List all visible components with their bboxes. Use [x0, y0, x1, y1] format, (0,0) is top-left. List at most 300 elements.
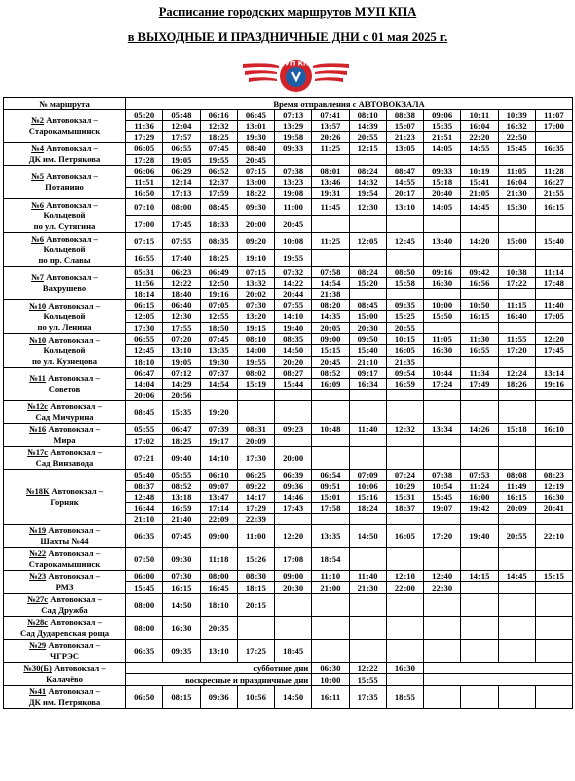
route-number: №18К [25, 486, 50, 497]
departure-time: 19:07 [424, 502, 461, 513]
departure-time: 19:30 [237, 132, 274, 143]
departure-time: 14:10 [275, 311, 312, 322]
departure-time [386, 216, 423, 233]
departure-time: 13:00 [237, 177, 274, 188]
route-number: №23 [28, 571, 47, 582]
route-origin: Автовокзал – [44, 233, 98, 244]
departure-time: 15:19 [237, 378, 274, 389]
departure-time: 20:17 [386, 188, 423, 199]
route-destination: Кольцевой [43, 345, 86, 356]
departure-time: 20:35 [200, 616, 237, 639]
departure-time [424, 547, 461, 570]
table-row [4, 367, 573, 378]
departure-time: 08:45 [126, 400, 163, 423]
departure-time: 10:38 [498, 267, 535, 278]
departure-time: 06:29 [163, 166, 200, 177]
departure-time: 14:04 [126, 378, 163, 389]
departure-time [349, 513, 386, 524]
departure-time [535, 547, 572, 570]
departure-time: 11:25 [312, 143, 349, 155]
departure-time: 14:45 [498, 570, 535, 582]
route-number: №6 [31, 199, 45, 210]
route-origin: Автовокзал – [48, 401, 102, 412]
departure-time: 11:55 [498, 333, 535, 344]
departure-time [386, 250, 423, 267]
departure-time: 17:14 [200, 502, 237, 513]
departure-time: 12:45 [126, 345, 163, 356]
departure-time: 19:17 [200, 435, 237, 447]
departure-time: 20:05 [312, 322, 349, 333]
departure-time [349, 639, 386, 662]
departure-time [237, 616, 274, 639]
departure-time: 15:35 [163, 400, 200, 423]
departure-time: 16:15 [461, 311, 498, 322]
departure-time: 08:00 [126, 616, 163, 639]
departure-time: 19:08 [275, 188, 312, 199]
departure-time: 17:40 [163, 250, 200, 267]
departure-time [386, 154, 423, 166]
table-row [4, 110, 573, 121]
departure-time: 15:40 [349, 345, 386, 356]
departure-time: 20:06 [126, 389, 163, 400]
route-origin: Автовокзал – [51, 663, 106, 674]
route-name-cell [4, 446, 126, 469]
departure-time: 21:30 [498, 188, 535, 199]
departure-time: 06:16 [200, 110, 237, 121]
table-row [4, 547, 573, 570]
departure-time [275, 513, 312, 524]
table-row [4, 616, 573, 639]
departure-time: 14:05 [424, 199, 461, 216]
departure-time: 14:35 [312, 311, 349, 322]
route-number: №27с [27, 594, 49, 605]
departure-time: 17:29 [126, 132, 163, 143]
departure-time [498, 289, 535, 300]
departure-time: 20:40 [424, 188, 461, 199]
route-destination: Шахты №44 [40, 535, 89, 546]
departure-time: 16:15 [535, 199, 572, 216]
departure-time: 18:26 [498, 378, 535, 389]
departure-time: 14:32 [349, 177, 386, 188]
route-number: №7 [31, 272, 45, 283]
departure-time: 09:00 [200, 524, 237, 547]
departure-time: 15:15 [535, 570, 572, 582]
departure-time [461, 216, 498, 233]
departure-time: 22:30 [424, 582, 461, 594]
departure-time: 11:18 [200, 547, 237, 570]
departure-time [349, 289, 386, 300]
departure-time: 18:10 [200, 593, 237, 616]
departure-time: 19:31 [312, 188, 349, 199]
route-number: №4 [31, 143, 45, 154]
table-row [4, 446, 573, 469]
route-name-cell [4, 524, 126, 547]
departure-time [461, 435, 498, 447]
departure-time: 19:42 [461, 502, 498, 513]
departure-time: 16:05 [386, 345, 423, 356]
route-name-cell [4, 110, 126, 143]
departure-time: 07:21 [126, 446, 163, 469]
departure-time: 17:43 [275, 502, 312, 513]
departure-time: 17:28 [126, 154, 163, 166]
departure-time: 19:05 [163, 154, 200, 166]
route-name-cell [4, 166, 126, 199]
departure-time: 18:24 [349, 502, 386, 513]
departure-time: 12:32 [386, 423, 423, 435]
table-row [4, 300, 573, 311]
departure-time [498, 446, 535, 469]
departure-time: 11:56 [126, 278, 163, 289]
departure-time: 07:15 [237, 267, 274, 278]
departure-time: 17:29 [237, 502, 274, 513]
departure-time [386, 674, 423, 686]
departure-time [349, 593, 386, 616]
departure-time: 17:25 [237, 639, 274, 662]
departure-time: 15:15 [312, 345, 349, 356]
day-type-label: субботние дни [126, 662, 312, 674]
departure-time: 07:50 [126, 547, 163, 570]
departure-time: 11:05 [424, 333, 461, 344]
departure-time: 15:44 [275, 378, 312, 389]
route-number: №29 [28, 640, 47, 651]
departure-time: 17:35 [349, 685, 386, 708]
departure-time: 09:30 [237, 199, 274, 216]
departure-time: 15:00 [349, 311, 386, 322]
departure-time: 11:00 [237, 524, 274, 547]
departure-time [349, 250, 386, 267]
route-destination: Сад Мичурина [35, 411, 94, 422]
route-name-cell [4, 570, 126, 593]
departure-time [386, 593, 423, 616]
departure-time: 13:23 [275, 177, 312, 188]
departure-time: 20:00 [275, 446, 312, 469]
departure-time: 15:45 [126, 582, 163, 594]
departure-time [461, 154, 498, 166]
departure-time: 16:11 [312, 685, 349, 708]
departure-time: 18:50 [200, 322, 237, 333]
route-origin: Автовокзал – [48, 594, 102, 605]
departure-time: 07:55 [275, 300, 312, 311]
departure-time: 09:22 [237, 480, 274, 491]
table-row [4, 267, 573, 278]
departure-time: 20:30 [275, 582, 312, 594]
departure-time [386, 639, 423, 662]
departure-time: 09:07 [200, 480, 237, 491]
route-destination: ЧГРЭС [49, 650, 80, 661]
departure-time: 20:09 [498, 502, 535, 513]
departure-time: 12:20 [535, 333, 572, 344]
departure-time [424, 216, 461, 233]
departure-time: 16:59 [386, 378, 423, 389]
table-row [4, 423, 573, 435]
departure-time [498, 400, 535, 423]
departure-time: 16:34 [349, 378, 386, 389]
departure-time: 05:20 [126, 110, 163, 121]
departure-time: 11:00 [275, 199, 312, 216]
route-destination: Кольцевой [43, 311, 86, 322]
departure-time: 12:10 [386, 570, 423, 582]
departure-time: 20:41 [535, 502, 572, 513]
departure-time [535, 250, 572, 267]
departure-time: 08:52 [163, 480, 200, 491]
departure-time: 08:45 [200, 199, 237, 216]
departure-time: 20:44 [275, 289, 312, 300]
route-origin: Автовокзал – [46, 300, 101, 311]
departure-time: 22:39 [237, 513, 274, 524]
departure-time: 15:31 [386, 491, 423, 502]
departure-time [535, 132, 572, 143]
departure-time: 06:06 [126, 166, 163, 177]
page-title: Расписание городских маршрутов МУП КПА [158, 5, 417, 19]
departure-time: 16:30 [424, 278, 461, 289]
departure-time: 14:20 [461, 233, 498, 250]
departure-time: 09:06 [424, 110, 461, 121]
departure-time: 12:19 [535, 480, 572, 491]
departure-time: 19:10 [237, 250, 274, 267]
departure-time: 07:37 [200, 367, 237, 378]
route-name-cell [4, 616, 126, 639]
departure-time: 07:38 [275, 166, 312, 177]
route-destination: Сад Винзавода [35, 457, 94, 468]
departure-time: 20:26 [312, 132, 349, 143]
route-number: №22 [28, 548, 47, 559]
departure-time [461, 685, 498, 708]
departure-time [312, 250, 349, 267]
departure-time: 07:45 [163, 524, 200, 547]
departure-time [498, 435, 535, 447]
departure-time: 06:47 [163, 423, 200, 435]
departure-time [349, 446, 386, 469]
departure-time: 14:46 [275, 491, 312, 502]
departure-time: 10:00 [312, 674, 349, 686]
departure-time: 08:40 [237, 143, 274, 155]
departure-time: 13:20 [237, 311, 274, 322]
departure-time: 14:45 [461, 199, 498, 216]
departure-time: 20:55 [386, 322, 423, 333]
departure-time: 13:35 [312, 524, 349, 547]
departure-time [498, 356, 535, 367]
departure-time: 22:10 [535, 524, 572, 547]
departure-time [386, 547, 423, 570]
route-origin: Автовокзал – [46, 548, 101, 559]
departure-time: 20:00 [237, 216, 274, 233]
departure-time: 06:54 [312, 469, 349, 480]
departure-time: 15:00 [498, 233, 535, 250]
departure-time [349, 547, 386, 570]
route-destination: Кольцевой [43, 210, 86, 221]
departure-time: 14:50 [275, 345, 312, 356]
departure-time [349, 154, 386, 166]
departure-time: 12:32 [200, 121, 237, 132]
departure-time [498, 547, 535, 570]
departure-time: 09:00 [275, 570, 312, 582]
departure-time: 09:20 [237, 233, 274, 250]
departure-time [461, 250, 498, 267]
departure-time: 12:30 [163, 311, 200, 322]
route-origin: Автовокзал – [48, 617, 102, 628]
departure-time: 11:10 [312, 570, 349, 582]
departure-time [237, 400, 274, 423]
departure-time [312, 513, 349, 524]
departure-time: 13:14 [535, 367, 572, 378]
departure-time: 18:25 [200, 132, 237, 143]
departure-time [498, 154, 535, 166]
departure-time: 16:55 [461, 345, 498, 356]
route-number: №2 [31, 115, 45, 126]
departure-time: 08:30 [237, 570, 274, 582]
route-number: №41 [28, 686, 47, 697]
departure-time: 06:45 [237, 110, 274, 121]
empty-cell [424, 674, 573, 686]
departure-time: 19:58 [275, 132, 312, 143]
route-name-cell [4, 662, 126, 685]
departure-time: 15:55 [349, 674, 386, 686]
departure-time [275, 616, 312, 639]
departure-time: 20:45 [275, 216, 312, 233]
departure-time [535, 216, 572, 233]
schedule-table [3, 97, 573, 709]
departure-time [349, 216, 386, 233]
departure-time: 10:54 [424, 480, 461, 491]
departure-time: 05:55 [126, 423, 163, 435]
departure-time: 07:09 [349, 469, 386, 480]
departure-time [349, 400, 386, 423]
departure-time [312, 446, 349, 469]
departure-time: 18:22 [237, 188, 274, 199]
departure-time: 12:22 [163, 278, 200, 289]
departure-time [461, 400, 498, 423]
company-logo [241, 54, 351, 94]
departure-time: 19:55 [237, 356, 274, 367]
departure-time: 08:10 [349, 110, 386, 121]
departure-time: 21:23 [386, 132, 423, 143]
departure-time: 13:34 [424, 423, 461, 435]
departure-time: 10:19 [461, 166, 498, 177]
departure-time: 09:30 [163, 547, 200, 570]
departure-time [461, 289, 498, 300]
departure-time: 07:32 [275, 267, 312, 278]
departure-time: 09:33 [424, 166, 461, 177]
departure-time [424, 322, 461, 333]
departure-time [349, 435, 386, 447]
departure-time: 14:50 [349, 524, 386, 547]
departure-time: 14:55 [461, 143, 498, 155]
route-origin: Автовокзал – [46, 424, 101, 435]
route-number: №10 [28, 334, 47, 345]
departure-time: 10:06 [349, 480, 386, 491]
departure-time: 05:48 [163, 110, 200, 121]
departure-time: 14:17 [237, 491, 274, 502]
departure-time: 16:56 [461, 278, 498, 289]
departure-time: 11:15 [498, 300, 535, 311]
departure-time: 09:35 [386, 300, 423, 311]
departure-time [312, 435, 349, 447]
departure-time: 15:16 [349, 491, 386, 502]
departure-time: 11:28 [535, 166, 572, 177]
route-destination: Мира [53, 434, 76, 445]
departure-time: 09:40 [163, 446, 200, 469]
departure-time: 16:27 [535, 177, 572, 188]
departure-time [535, 685, 572, 708]
departure-time [498, 593, 535, 616]
departure-time: 06:47 [126, 367, 163, 378]
departure-time: 17:45 [163, 216, 200, 233]
departure-time [424, 593, 461, 616]
table-row [4, 570, 573, 582]
departure-time: 21:35 [386, 356, 423, 367]
departure-time [461, 616, 498, 639]
day-type-label: воскресные и праздничные дни [126, 674, 312, 686]
departure-time: 07:39 [200, 423, 237, 435]
departure-time [461, 513, 498, 524]
departure-time: 10:50 [461, 300, 498, 311]
departure-time: 20:55 [498, 524, 535, 547]
departure-time: 09:36 [200, 685, 237, 708]
departure-time: 21:55 [535, 188, 572, 199]
departure-time: 06:40 [163, 300, 200, 311]
route-destination: Кольцевой [43, 244, 86, 255]
departure-time: 18:10 [126, 356, 163, 367]
route-number: №19 [28, 525, 47, 536]
departure-time: 09:17 [349, 367, 386, 378]
departure-time: 14:10 [200, 446, 237, 469]
route-destination: Вахрушево [42, 283, 87, 293]
departure-time: 17:49 [461, 378, 498, 389]
departure-time [312, 389, 349, 400]
departure-time: 13:29 [275, 121, 312, 132]
departure-time [535, 616, 572, 639]
departure-time: 15:41 [461, 177, 498, 188]
departure-time: 17:00 [535, 121, 572, 132]
table-row [4, 524, 573, 547]
departure-time: 13:10 [386, 199, 423, 216]
departure-time [275, 389, 312, 400]
departure-time: 08:31 [237, 423, 274, 435]
route-origin: Автовокзал – [44, 171, 98, 182]
departure-time: 07:24 [386, 469, 423, 480]
route-origin: Автовокзал – [44, 143, 98, 154]
route-name-cell [4, 143, 126, 166]
departure-time [424, 400, 461, 423]
departure-time: 09:23 [275, 423, 312, 435]
departure-time: 14:05 [424, 143, 461, 155]
departure-time: 17:00 [126, 216, 163, 233]
departure-time: 19:05 [163, 356, 200, 367]
route-destination: Старокамышинск [28, 126, 101, 136]
departure-time [312, 216, 349, 233]
departure-time: 08:00 [126, 593, 163, 616]
departure-time [386, 513, 423, 524]
departure-time [535, 582, 572, 594]
route-origin: Автовокзал – [46, 571, 101, 582]
route-origin: Автовокзал – [44, 272, 98, 283]
departure-time: 17:20 [498, 345, 535, 356]
departure-time: 22:20 [461, 132, 498, 143]
departure-time: 16:40 [498, 311, 535, 322]
table-header-row [4, 98, 573, 110]
route-column-header: № маршрута [4, 98, 126, 110]
departure-time: 21:10 [349, 356, 386, 367]
departure-time [312, 616, 349, 639]
departure-time: 17:57 [163, 132, 200, 143]
departure-time: 08:20 [312, 300, 349, 311]
departure-time: 15:18 [424, 177, 461, 188]
departure-time: 08:27 [275, 367, 312, 378]
route-name-cell [4, 367, 126, 400]
route-origin: Автовокзал – [46, 334, 101, 345]
route-via: по пр. Славы [38, 254, 91, 265]
departure-time: 16:05 [386, 524, 423, 547]
